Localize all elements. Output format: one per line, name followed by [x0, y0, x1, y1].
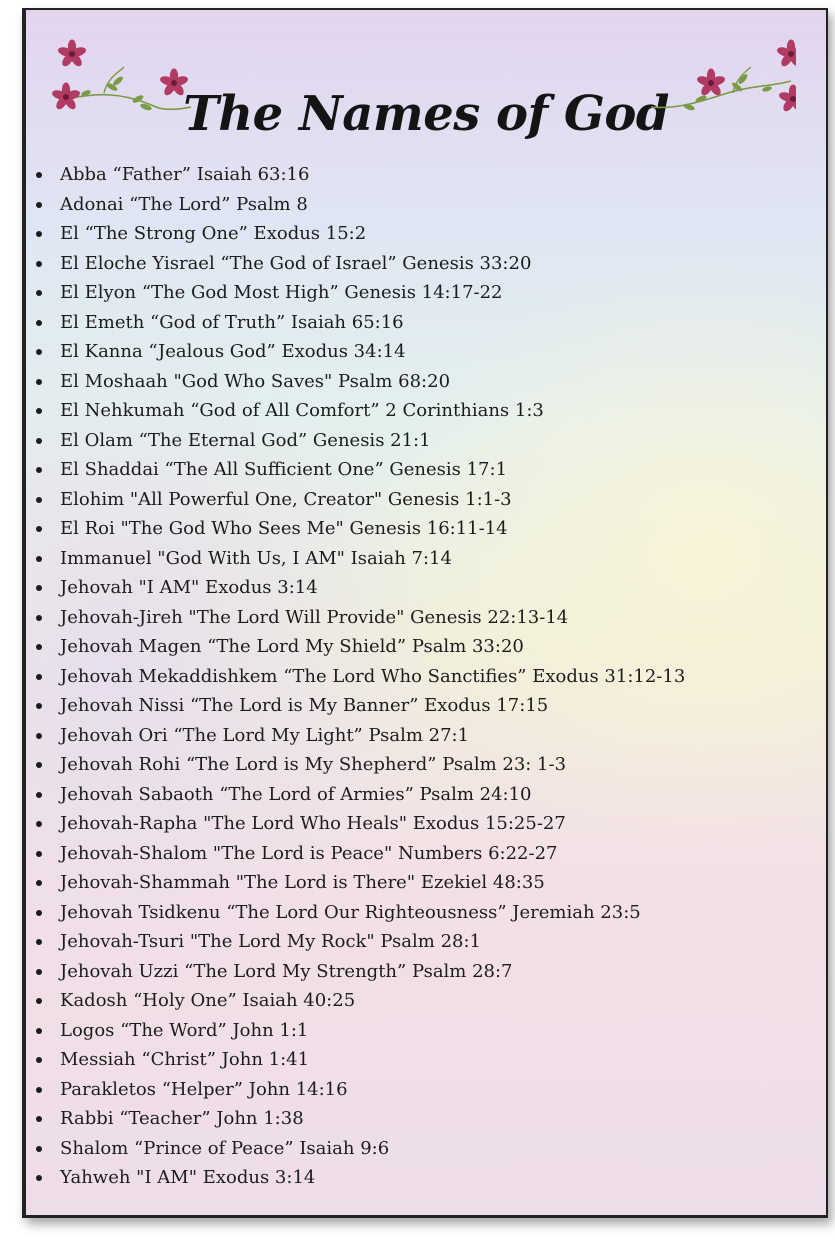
list-item-text: Jehovah Ori “The Lord My Light” Psalm 27:1: [60, 724, 470, 746]
list-item-text: Jehovah "I AM" Exodus 3:14: [60, 577, 318, 598]
list-item-text: El Elyon “The God Most High” Genesis 14:17-22: [60, 282, 503, 303]
list-item: [26, 603, 685, 633]
bullet-icon: [36, 231, 42, 237]
page-title: The Names of God: [183, 86, 669, 143]
bullet-icon: [36, 1028, 42, 1034]
list-item-text: Jehovah-Shammah "The Lord is There" Ezekiel 48:35: [60, 872, 545, 893]
list-item: [26, 544, 685, 574]
bullet-icon: [36, 261, 42, 267]
list-item-text: Yahweh "I AM" Exodus 3:14: [60, 1167, 316, 1188]
list-item: [26, 308, 685, 338]
bullet-icon: [36, 762, 42, 768]
bullet-icon: [36, 438, 42, 444]
list-item: [26, 485, 685, 515]
list-item-text: Kadosh “Holy One” Isaiah 40:25: [60, 990, 356, 1011]
list-item-text: Immanuel "God With Us, I AM" Isaiah 7:14: [60, 547, 452, 569]
bullet-icon: [36, 1175, 42, 1181]
list-item-text: Shalom “Prince of Peace” Isaiah 9:6: [60, 1137, 390, 1159]
bullet-icon: [36, 290, 42, 296]
list-item: [26, 396, 685, 426]
list-item-text: Messiah “Christ” John 1:41: [60, 1049, 310, 1070]
list-item-text: El Moshaah "God Who Saves" Psalm 68:20: [60, 370, 451, 392]
list-item: [26, 750, 685, 780]
bullet-icon: [36, 497, 42, 503]
bullet-icon: [36, 880, 42, 886]
list-item: [26, 249, 685, 279]
list-item: [26, 691, 685, 721]
list-item: [26, 868, 685, 898]
list-item-text: Elohim "All Powerful One, Creator" Genesis 1:1-3: [60, 488, 512, 510]
bullet-icon: [36, 526, 42, 532]
bullet-icon: [36, 408, 42, 414]
list-item: [26, 426, 685, 456]
bullet-icon: [36, 674, 42, 680]
list-item-text: El “The Strong One” Exodus 15:2: [60, 223, 367, 244]
list-item-text: El Roi "The God Who Sees Me" Genesis 16:11-14: [60, 518, 508, 539]
list-item: [26, 1045, 685, 1075]
list-item-text: Adonai “The Lord” Psalm 8: [60, 193, 308, 215]
bullet-icon: [36, 969, 42, 975]
list-item-text: El Shaddai “The All Sufficient One” Genesis 17:1: [60, 459, 508, 480]
poster: [26, 10, 826, 1215]
list-item-text: Logos “The Word” John 1:1: [60, 1019, 309, 1041]
bullet-icon: [36, 467, 42, 473]
bullet-icon: [36, 703, 42, 709]
list-item: [26, 367, 685, 397]
list-item-text: Abba “Father” Isaiah 63:16: [60, 164, 310, 185]
list-item-text: Jehovah-Rapha "The Lord Who Heals" Exodus 15:25-27: [60, 813, 566, 834]
list-item: [26, 514, 685, 544]
list-item: [26, 337, 685, 367]
list-item: [26, 809, 685, 839]
bullet-icon: [36, 998, 42, 1004]
list-item-text: Jehovah Nissi “The Lord is My Banner” Exodus 17:15: [60, 695, 549, 716]
bullet-icon: [36, 202, 42, 208]
list-item-text: Jehovah-Jireh "The Lord Will Provide" Genesis 22:13-14: [60, 606, 569, 628]
flower-icon: [776, 40, 796, 69]
flower-sprig-icon: [651, 37, 796, 117]
bullet-icon: [36, 644, 42, 650]
list-item: [26, 986, 685, 1016]
list-item: [26, 190, 685, 220]
bullet-icon: [36, 939, 42, 945]
list-item: [26, 1075, 685, 1105]
list-item: [26, 632, 685, 662]
list-item: [26, 455, 685, 485]
list-item: [26, 573, 685, 603]
bullet-icon: [36, 1146, 42, 1152]
bullet-icon: [36, 556, 42, 562]
bullet-icon: [36, 615, 42, 621]
list-item-text: Jehovah Magen “The Lord My Shield” Psalm 33:20: [60, 636, 524, 657]
list-item-text: Jehovah Rohi “The Lord is My Shepherd” Psalm 23: 1-3: [60, 754, 567, 775]
bullet-icon: [36, 1087, 42, 1093]
flower-icon: [696, 69, 726, 98]
list-item: [26, 1163, 685, 1193]
flower-icon: [778, 85, 796, 114]
list-item-text: El Emeth “God of Truth” Isaiah 65:16: [60, 311, 404, 333]
names-list: [26, 160, 685, 1193]
list-item-text: Rabbi “Teacher” John 1:38: [60, 1108, 304, 1129]
list-item-text: Jehovah Tsidkenu “The Lord Our Righteousness” Jeremiah 23:5: [60, 901, 641, 923]
bullet-icon: [36, 851, 42, 857]
list-item: [26, 1134, 685, 1164]
bullet-icon: [36, 172, 42, 178]
list-item-text: Jehovah-Shalom "The Lord is Peace" Numbers 6:22-27: [60, 842, 558, 864]
list-item-text: Jehovah Mekaddishkem “The Lord Who Sanctifies” Exodus 31:12-13: [60, 665, 686, 687]
list-item-text: El Olam “The Eternal God” Genesis 21:1: [60, 429, 431, 451]
list-item: [26, 1016, 685, 1046]
bullet-icon: [36, 585, 42, 591]
bullet-icon: [36, 379, 42, 385]
bullet-icon: [36, 1116, 42, 1122]
bullet-icon: [36, 349, 42, 355]
list-item-text: Jehovah-Tsuri "The Lord My Rock" Psalm 28:1: [60, 931, 481, 952]
bullet-icon: [36, 792, 42, 798]
list-item: [26, 662, 685, 692]
bullet-icon: [36, 733, 42, 739]
list-item: [26, 898, 685, 928]
list-item-text: Jehovah Uzzi “The Lord My Strength” Psalm 28:7: [60, 960, 513, 982]
list-item: [26, 160, 685, 190]
list-item: [26, 839, 685, 869]
list-item-text: Jehovah Sabaoth “The Lord of Armies” Psalm 24:10: [60, 783, 532, 805]
list-item: [26, 721, 685, 751]
list-item-text: El Eloche Yisrael “The God of Israel” Genesis 33:20: [60, 252, 532, 274]
bullet-icon: [36, 320, 42, 326]
list-item: [26, 1104, 685, 1134]
bullet-icon: [36, 910, 42, 916]
list-item: [26, 278, 685, 308]
list-item: [26, 219, 685, 249]
flower-icon: [57, 40, 87, 69]
bullet-icon: [36, 1057, 42, 1063]
list-item-text: El Nehkumah “God of All Comfort” 2 Corinthians 1:3: [60, 400, 544, 421]
list-item: [26, 957, 685, 987]
list-item: [26, 927, 685, 957]
bullet-icon: [36, 821, 42, 827]
list-item: [26, 780, 685, 810]
list-item-text: El Kanna “Jealous God” Exodus 34:14: [60, 341, 406, 362]
list-item-text: Parakletos “Helper” John 14:16: [60, 1078, 348, 1100]
